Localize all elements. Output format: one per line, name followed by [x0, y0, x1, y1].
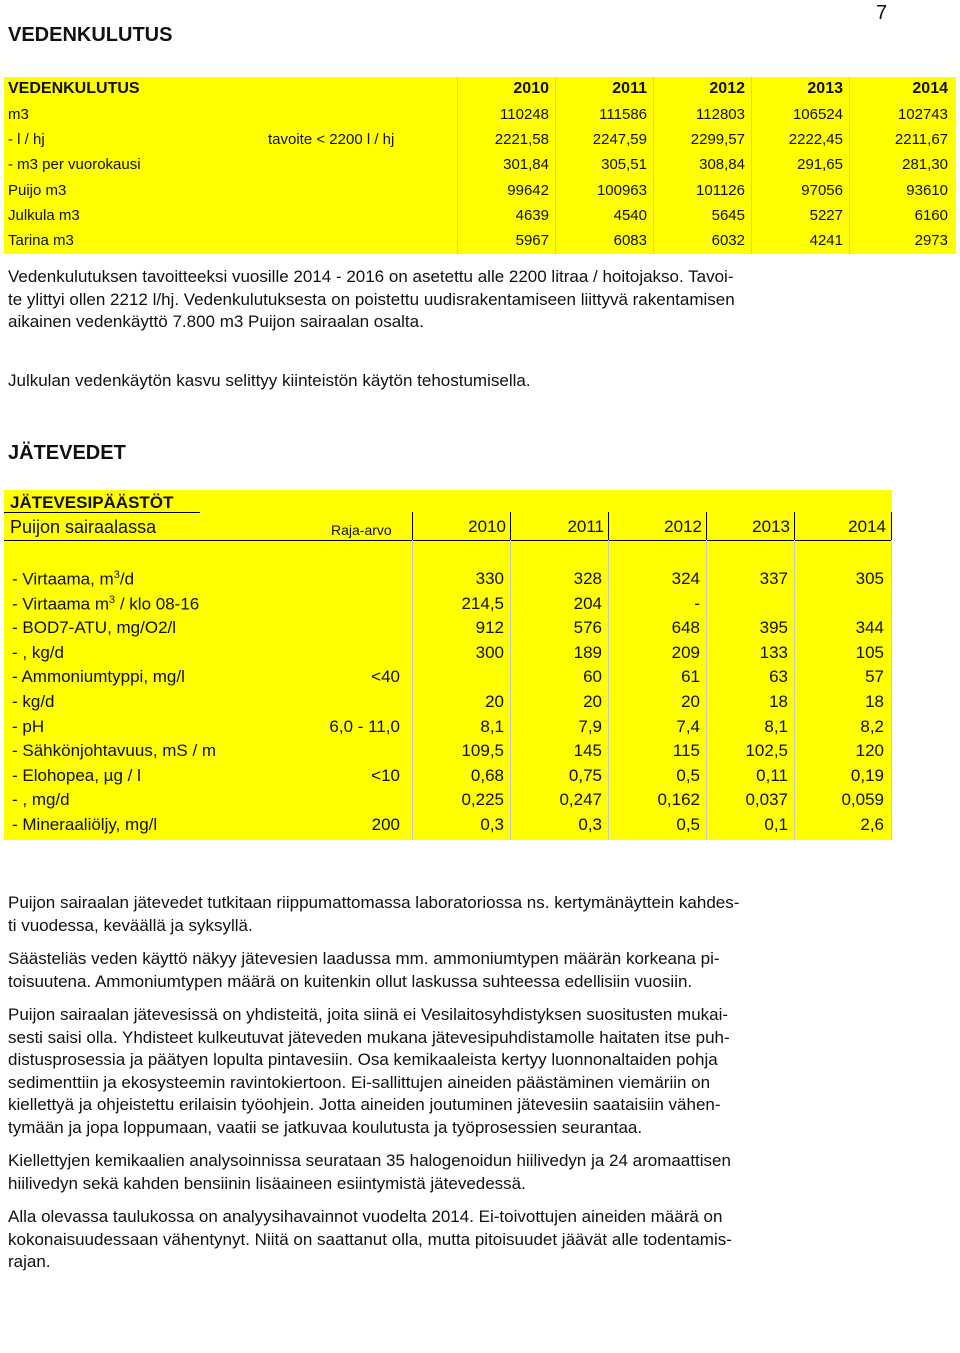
text-line: hiilivedyn sekä kahden bensiinin lisäaineen esiintymistä jätevedessä. [8, 1173, 526, 1193]
row-label: Puijo m3 [8, 181, 67, 199]
table-cell: 0,059 [841, 790, 884, 810]
table-cell: 63 [769, 667, 788, 687]
row-label [12, 766, 141, 786]
table-cell: 204 [573, 593, 602, 613]
row-label-text: - kg/d [12, 692, 55, 711]
table-row [4, 568, 892, 592]
table-cell: 111586 [599, 106, 647, 123]
paragraph [8, 948, 739, 993]
table-cell: 344 [855, 618, 884, 638]
table-row [4, 642, 892, 666]
water-paragraph-2: Julkulan vedenkäytön kasvu selittyy kiinteistön käytön tehostumisella. [8, 371, 531, 390]
table-cell: 106524 [792, 106, 843, 123]
limit-value: <10 [371, 765, 400, 785]
table-cell: 112803 [696, 106, 745, 123]
text-line: distusprosessia ja päätyen lopulta pintavesiin. Osa kemikaaleista kertyy luonnonaltaiden pohja [8, 1050, 718, 1069]
table-cell: 2222,45 [788, 131, 843, 149]
row-label: m3 [8, 106, 29, 123]
table-cell: 20 [485, 692, 504, 711]
text-line: tymään ja jopa loppumaan, vaatii se jatkuvaa koulutusta ja työprosessien seurantaa. [8, 1117, 643, 1137]
table-cell: 20 [583, 692, 602, 711]
table-cell: 8,1 [480, 716, 504, 736]
water-paragraph [8, 266, 735, 334]
table-cell: 2299,57 [690, 131, 745, 149]
table-cell: 99642 [507, 181, 549, 199]
table-cell: 324 [671, 569, 700, 588]
table-cell: 105 [855, 642, 884, 662]
row-label [12, 815, 157, 835]
table-cell: 7,9 [578, 716, 602, 736]
text-line: Kiellettyjen kemikaalien analysoinnissa seurataan 35 halogenoidun hiilivedyn ja 24 aromaattisen [8, 1151, 731, 1170]
row-label [12, 692, 55, 712]
text-line: Alla olevassa taulukossa on analyysihavainnot vuodelta 2014. Ei-toivottujen aineiden määrä on [8, 1207, 723, 1226]
text-line: sedimenttiin ja ekosysteemin ravintokiertoon. Ei-sallittujen aineiden päästäminen viemäriin on [8, 1072, 711, 1092]
table-cell: 6083 [613, 232, 647, 249]
table-cell: 145 [573, 741, 602, 761]
table-cell: 2221,58 [494, 131, 549, 149]
table-cell: 60 [583, 667, 602, 687]
row-label: - m3 per vuorokausi [8, 156, 141, 174]
limit-header: Raja-arvo [331, 522, 392, 538]
row-label-text: - Mineraaliöljy, mg/l [12, 815, 158, 834]
table-cell: 20 [681, 692, 700, 711]
year-header: 2012 [664, 517, 702, 536]
year-header: 2014 [912, 80, 948, 97]
table-cell: 93610 [906, 181, 948, 199]
waste-table-title: JÄTEVESIPÄÄSTÖT [10, 493, 174, 512]
table-cell: 0,5 [676, 765, 700, 785]
table-cell: 133 [759, 642, 788, 662]
table-cell: 0,247 [559, 790, 602, 810]
table-row [4, 593, 892, 617]
table-cell: 301,84 [503, 156, 549, 174]
table-cell: 115 [672, 741, 700, 761]
table-cell: 7,4 [676, 716, 700, 736]
table-cell: 102743 [897, 106, 948, 123]
table-cell: 5967 [515, 232, 549, 249]
table-cell: 57 [865, 667, 884, 687]
year-header: 2011 [567, 517, 604, 536]
text-line: Säästeliäs veden käyttö näkyy jätevesien laadussa mm. ammoniumtypen määrän korkeana pi- [8, 949, 720, 968]
text-line: kokonaisuudessaan vähentynyt. Niitä on saattanut olla, mutta pitoisuudet jäävät alle todentamis- [8, 1229, 732, 1249]
year-header: 2013 [807, 80, 843, 97]
table-cell: 305 [855, 569, 884, 588]
text-line: Puijon sairaalan jätevedet tutkitaan riippumattomassa laboratoriossa ns. kertymänäyttein kahdes- [8, 893, 740, 912]
year-header: 2012 [709, 80, 745, 97]
table-cell: 61 [681, 667, 700, 687]
text-line: Vedenkulutuksen tavoitteeksi vuosille 2014 - 2016 on asetettu alle 2200 litraa / hoitojakso. Tavoi- [8, 267, 734, 286]
table-cell: 648 [671, 618, 700, 638]
table-row [4, 204, 956, 230]
row-label-text: - Virtaama, m [12, 569, 114, 589]
table-row [4, 128, 956, 154]
table-cell: 5645 [711, 206, 745, 224]
table-cell: 337 [759, 569, 788, 588]
limit-value: 200 [371, 815, 400, 834]
table-row [4, 716, 892, 740]
row-label [12, 741, 216, 761]
table-cell: 912 [475, 618, 504, 638]
row-label [12, 790, 70, 810]
table-cell: 328 [573, 569, 602, 588]
table-row [4, 740, 892, 764]
waste-table-subtitle: Puijon sairaalassa [10, 517, 157, 537]
table-cell: 5227 [809, 206, 843, 224]
table-row [4, 666, 892, 690]
table-cell: 189 [573, 642, 602, 662]
year-header: 2010 [468, 517, 506, 536]
row-label-text: - , kg/d [12, 642, 64, 662]
row-label-suffix: /d [119, 569, 135, 589]
table-cell: 214,5 [461, 593, 504, 613]
table-cell: 4540 [613, 206, 647, 224]
table-cell: 8,1 [764, 716, 788, 736]
table-cell: 2973 [914, 232, 948, 249]
row-label-text: - Elohopea, µg / l [12, 765, 141, 785]
table-title: VEDENKULUTUS [8, 80, 140, 97]
table-cell: 300 [475, 642, 504, 662]
page-number: 7 [876, 2, 888, 24]
table-cell: 2247,59 [592, 131, 647, 149]
row-label-text: - Sähkönjohtavuus, mS / m [12, 741, 217, 761]
table-cell: 576 [573, 618, 602, 638]
table-row [4, 103, 956, 129]
row-label-text: - , mg/d [12, 790, 70, 810]
table-row [4, 153, 956, 179]
table-cell: 291,65 [797, 156, 843, 174]
table-row [4, 765, 892, 789]
table-cell: 101126 [696, 181, 745, 199]
table-cell: 6160 [914, 206, 948, 224]
row-label [12, 667, 185, 687]
table-cell: 0,75 [568, 765, 602, 785]
table-cell: 120 [855, 741, 884, 761]
table-row [4, 179, 956, 205]
table-cell: 0,3 [578, 815, 602, 834]
superscript: 3 [113, 569, 120, 581]
table-cell: 0,162 [657, 790, 700, 810]
waste-water-table [4, 490, 892, 840]
row-label [12, 643, 64, 663]
table-cell: 0,11 [756, 765, 788, 785]
table-cell: 209 [671, 642, 700, 662]
row-label: - l / hj [8, 131, 45, 149]
row-label-text: - pH [12, 716, 45, 736]
table-cell: 0,3 [480, 815, 504, 834]
row-label-suffix: / klo 08-16 [115, 594, 200, 614]
row-label [12, 618, 176, 638]
row-label [12, 594, 199, 615]
row-label [12, 569, 134, 590]
limit-value: <40 [371, 667, 400, 687]
table-header-row [4, 77, 956, 103]
text-line: Puijon sairaalan jätevesissä on yhdisteitä, joita siinä ei Vesilaitosyhdistyksen suositusten mukai- [8, 1005, 729, 1024]
table-cell: 102,5 [745, 741, 788, 761]
paragraph [8, 892, 739, 937]
text-line: rajan. [8, 1252, 51, 1271]
table-cell: - [694, 593, 700, 613]
table-row [4, 814, 892, 838]
table-cell: 0,5 [676, 815, 700, 834]
text-line: kiellettyä ja ohjeistettu erilaisin työohjein. Jotta aineiden joutuminen jätevesiin saataisiin vähen- [8, 1095, 721, 1114]
table-cell: 110248 [500, 106, 549, 123]
table-cell: 100963 [596, 181, 647, 199]
row-note: tavoite < 2200 l / hj [268, 131, 395, 149]
table-cell: 8,2 [860, 716, 884, 736]
table-cell: 330 [475, 569, 504, 588]
table-cell: 4241 [809, 232, 843, 249]
table-cell: 0,68 [470, 765, 504, 785]
table-cell: 305,51 [601, 156, 647, 174]
body-paragraphs [8, 892, 739, 1285]
year-header: 2011 [612, 80, 647, 97]
row-label-text: - BOD7-ATU, mg/O2/l [12, 618, 177, 638]
table-cell: 18 [769, 692, 788, 711]
row-label-text: - Ammoniumtyppi, mg/l [12, 667, 185, 687]
row-label: Julkula m3 [8, 206, 80, 224]
table-row [4, 617, 892, 641]
page-title: VEDENKULUTUS [8, 24, 173, 46]
row-label [12, 717, 44, 737]
table-cell: 308,84 [699, 156, 745, 174]
table-cell: 109,5 [461, 741, 504, 761]
text-line: toisuutena. Ammoniumtypen määrä on kuitenkin ollut laskussa suhteessa edellisiin vuosiin. [8, 971, 693, 991]
paragraph [8, 1004, 739, 1139]
table-cell: 0,19 [850, 765, 884, 785]
table-cell: 97056 [801, 181, 843, 199]
row-label-text: - Virtaama m [12, 594, 109, 614]
paragraph [8, 1150, 739, 1195]
text-line: te ylittyi ollen 2212 l/hj. Vedenkulutuksesta on poistettu uudisrakentamiseen liittyvä rakentamisen [8, 289, 735, 309]
table-row [4, 691, 892, 715]
table-cell: 2211,67 [894, 131, 948, 149]
section-title-jatevedet: JÄTEVEDET [8, 442, 126, 464]
table-cell: 281,30 [902, 156, 948, 174]
table-cell: 0,225 [461, 790, 504, 810]
table-cell: 6032 [711, 232, 745, 249]
text-line: sesti saisi olla. Yhdisteet kulkeutuvat jäteveden mukana jätevesipuhdistamolle haitaten itse puh- [8, 1027, 730, 1047]
row-label: Tarina m3 [8, 232, 74, 249]
table-cell: 4639 [515, 206, 549, 224]
table-row [4, 789, 892, 813]
table-cell: 0,1 [764, 815, 788, 834]
superscript: 3 [109, 593, 116, 606]
table-cell: 18 [865, 692, 884, 711]
year-header: 2013 [752, 517, 790, 536]
year-header: 2010 [513, 80, 549, 97]
text-line: aikainen vedenkäyttö 7.800 m3 Puijon sairaalan osalta. [8, 312, 424, 331]
limit-value: 6,0 - 11,0 [329, 716, 400, 736]
text-line: ti vuodessa, keväällä ja syksyllä. [8, 915, 253, 935]
water-consumption-table [4, 77, 956, 254]
table-cell: 395 [759, 618, 788, 638]
table-row [4, 229, 956, 255]
year-header: 2014 [848, 517, 886, 536]
table-cell: 0,037 [745, 790, 788, 810]
table-cell: 2,6 [860, 815, 884, 834]
paragraph [8, 1206, 739, 1274]
